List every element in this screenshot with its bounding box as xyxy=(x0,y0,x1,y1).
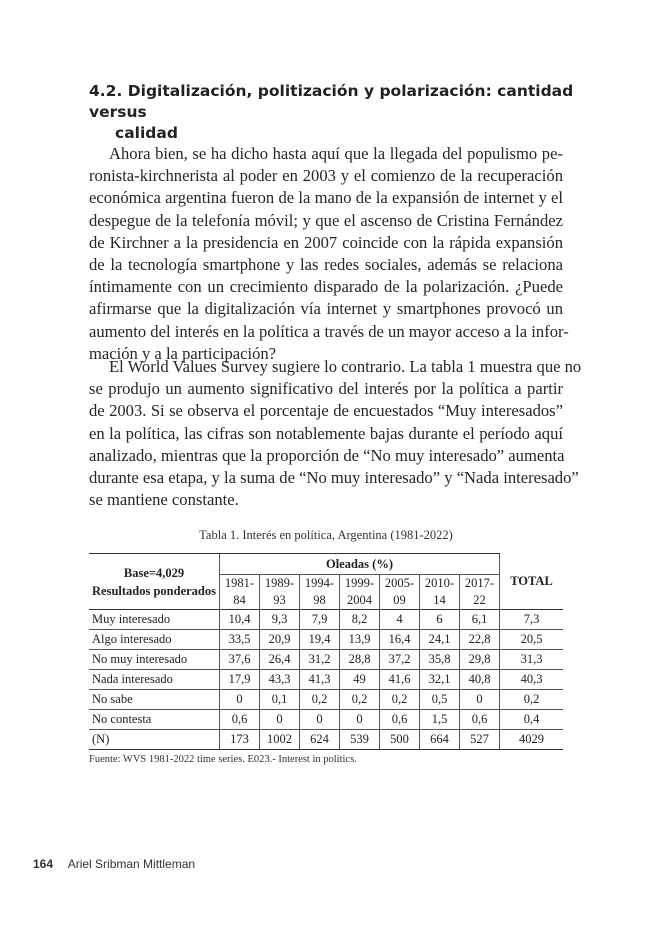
text-line: afirmarse que la digitalización vía internet y smartphones provocó un xyxy=(89,299,563,319)
table-cell: 37,6 xyxy=(220,650,260,670)
table-cell: 1,5 xyxy=(420,710,460,730)
table-cell: 4 xyxy=(380,610,420,630)
row-label: Muy interesado xyxy=(89,610,220,630)
table-cell: 173 xyxy=(220,730,260,750)
wave-end: 2004 xyxy=(347,593,372,607)
section-heading xyxy=(89,81,579,144)
table-cell: 500 xyxy=(380,730,420,750)
table-cell: 20,9 xyxy=(260,630,300,650)
table-cell: 0,2 xyxy=(380,690,420,710)
wave-header xyxy=(420,575,460,610)
row-label: No sabe xyxy=(89,690,220,710)
wave-header xyxy=(340,575,380,610)
base-line: Base=4,029 xyxy=(123,565,185,580)
table-cell: 10,4 xyxy=(220,610,260,630)
table-cell: 13,9 xyxy=(340,630,380,650)
table-cell: 0,6 xyxy=(460,710,500,730)
table-cell: 0 xyxy=(220,690,260,710)
table-cell: 0,2 xyxy=(300,690,340,710)
table-cell: 33,5 xyxy=(220,630,260,650)
table-cell: 0 xyxy=(460,690,500,710)
text-line: económica argentina fueron de la mano de la expansión de internet y el xyxy=(89,188,563,208)
table-cell: 19,4 xyxy=(300,630,340,650)
wave-header xyxy=(460,575,500,610)
section-title-line2: calidad xyxy=(115,124,178,142)
table-cell: 4029 xyxy=(500,730,564,750)
waves-header: Oleadas (%) xyxy=(220,554,500,575)
table-row xyxy=(89,710,563,730)
wave-header xyxy=(260,575,300,610)
table-cell: 22,8 xyxy=(460,630,500,650)
table-cell: 6 xyxy=(420,610,460,630)
table-cell: 7,9 xyxy=(300,610,340,630)
table-cell: 32,1 xyxy=(420,670,460,690)
table-cell: 40,3 xyxy=(500,670,564,690)
table-row xyxy=(89,650,563,670)
text-line: se produjo un aumento significativo del interés por la política a partir xyxy=(89,379,563,399)
table-row xyxy=(89,630,563,650)
author-name: Ariel Sribman Mittleman xyxy=(67,857,196,871)
table-cell: 527 xyxy=(460,730,500,750)
table-cell: 539 xyxy=(340,730,380,750)
text-line: íntimamente con un crecimiento disparado de la polarización. ¿Puede xyxy=(89,277,563,297)
table-row xyxy=(89,670,563,690)
table-cell: 0,6 xyxy=(380,710,420,730)
table-row xyxy=(89,730,563,750)
table-row xyxy=(89,690,563,710)
table-cell: 40,8 xyxy=(460,670,500,690)
wave-start: 1994- xyxy=(304,576,335,590)
text-line: ronista-kirchnerista al poder en 2003 y el comienzo de la recuperación xyxy=(89,166,563,186)
table-cell: 6,1 xyxy=(460,610,500,630)
wave-header xyxy=(380,575,420,610)
wave-header xyxy=(300,575,340,610)
wave-end: 14 xyxy=(433,593,446,607)
row-label: Algo interesado xyxy=(89,630,220,650)
wave-start: 2010- xyxy=(424,576,455,590)
table-cell: 9,3 xyxy=(260,610,300,630)
wave-start: 1981- xyxy=(224,576,255,590)
text-line: de Kirchner a la presidencia en 2007 coincide con la rápida expansión xyxy=(89,232,563,252)
table-cell: 41,6 xyxy=(380,670,420,690)
wave-start: 1999- xyxy=(344,576,375,590)
table-cell: 0 xyxy=(340,710,380,730)
row-label: No muy interesado xyxy=(89,650,220,670)
table-cell: 37,2 xyxy=(380,650,420,670)
wave-start: 1989- xyxy=(264,576,295,590)
table-cell: 0,2 xyxy=(340,690,380,710)
table-cell: 24,1 xyxy=(420,630,460,650)
text-line: de 2003. Si se observa el porcentaje de encuestados “Muy interesados” xyxy=(89,401,563,421)
text-line: de la tecnología smartphone y las redes sociales, además se relaciona xyxy=(89,255,563,275)
table-cell: 31,2 xyxy=(300,650,340,670)
table-cell: 7,3 xyxy=(500,610,564,630)
interest-table xyxy=(89,553,563,750)
wave-start: 2005- xyxy=(384,576,415,590)
table-row xyxy=(89,610,563,630)
table-cell: 26,4 xyxy=(260,650,300,670)
table-cell: 0 xyxy=(260,710,300,730)
table-cell: 0,1 xyxy=(260,690,300,710)
table-cell: 624 xyxy=(300,730,340,750)
table-cell: 0,4 xyxy=(500,710,564,730)
wave-end: 93 xyxy=(273,593,286,607)
table-cell: 28,8 xyxy=(340,650,380,670)
page-footer xyxy=(33,857,195,871)
row-label: (N) xyxy=(89,730,220,750)
table-cell: 664 xyxy=(420,730,460,750)
paragraph-2 xyxy=(89,356,582,511)
table-cell: 16,4 xyxy=(380,630,420,650)
table-cell: 20,5 xyxy=(500,630,564,650)
text-line: mación y a la participación? xyxy=(89,343,277,363)
row-label: Nada interesado xyxy=(89,670,220,690)
table-cell: 0,6 xyxy=(220,710,260,730)
table-cell: 0,2 xyxy=(500,690,564,710)
paragraph-1 xyxy=(89,143,569,365)
row-label: No contesta xyxy=(89,710,220,730)
wave-end: 22 xyxy=(473,593,486,607)
total-header: TOTAL xyxy=(500,554,564,610)
wave-start: 2017- xyxy=(464,576,495,590)
table-cell: 1002 xyxy=(260,730,300,750)
text-line: El World Values Survey sugiere lo contrario. La tabla 1 muestra que no xyxy=(109,357,582,376)
weighted-results-line: Resultados ponderados xyxy=(92,583,216,598)
text-line: analizado, mientras que la proporción de “No muy interesado” aumenta xyxy=(89,445,565,465)
wave-end: 84 xyxy=(233,593,246,607)
text-line: en la política, las cifras son notablemente bajas durante el período aquí xyxy=(89,423,563,443)
table-cell: 41,3 xyxy=(300,670,340,690)
wave-header xyxy=(220,575,260,610)
text-line: se mantiene constante. xyxy=(89,490,239,510)
wave-end: 09 xyxy=(393,593,406,607)
table-cell: 0 xyxy=(300,710,340,730)
section-number: 4.2. xyxy=(89,82,123,100)
table-cell: 17,9 xyxy=(220,670,260,690)
table-cell: 8,2 xyxy=(340,610,380,630)
table-source: Fuente: WVS 1981-2022 time series. E023.- Interest in politics. xyxy=(89,754,357,765)
wave-end: 98 xyxy=(313,593,326,607)
table-cell: 43,3 xyxy=(260,670,300,690)
table-cell: 35,8 xyxy=(420,650,460,670)
table-cell: 49 xyxy=(340,670,380,690)
table-cell: 29,8 xyxy=(460,650,500,670)
text-line: durante esa etapa, y la suma de “No muy interesado” y “Nada interesado” xyxy=(89,468,579,488)
section-title-line1: Digitalización, politización y polarización: cantidad versus xyxy=(89,82,574,121)
text-line: despegue de la telefonía móvil; y que el ascenso de Cristina Fernández xyxy=(89,210,563,230)
table-cell: 31,3 xyxy=(500,650,564,670)
base-header xyxy=(89,554,220,610)
text-line: aumento del interés en la política a través de un mayor acceso a la infor- xyxy=(89,321,569,341)
text-line: Ahora bien, se ha dicho hasta aquí que la llegada del populismo pe- xyxy=(109,144,563,163)
table-cell: 0,5 xyxy=(420,690,460,710)
table-caption: Tabla 1. Interés en política, Argentina (1981-2022) xyxy=(199,528,453,542)
page-number: 164 xyxy=(33,857,54,871)
